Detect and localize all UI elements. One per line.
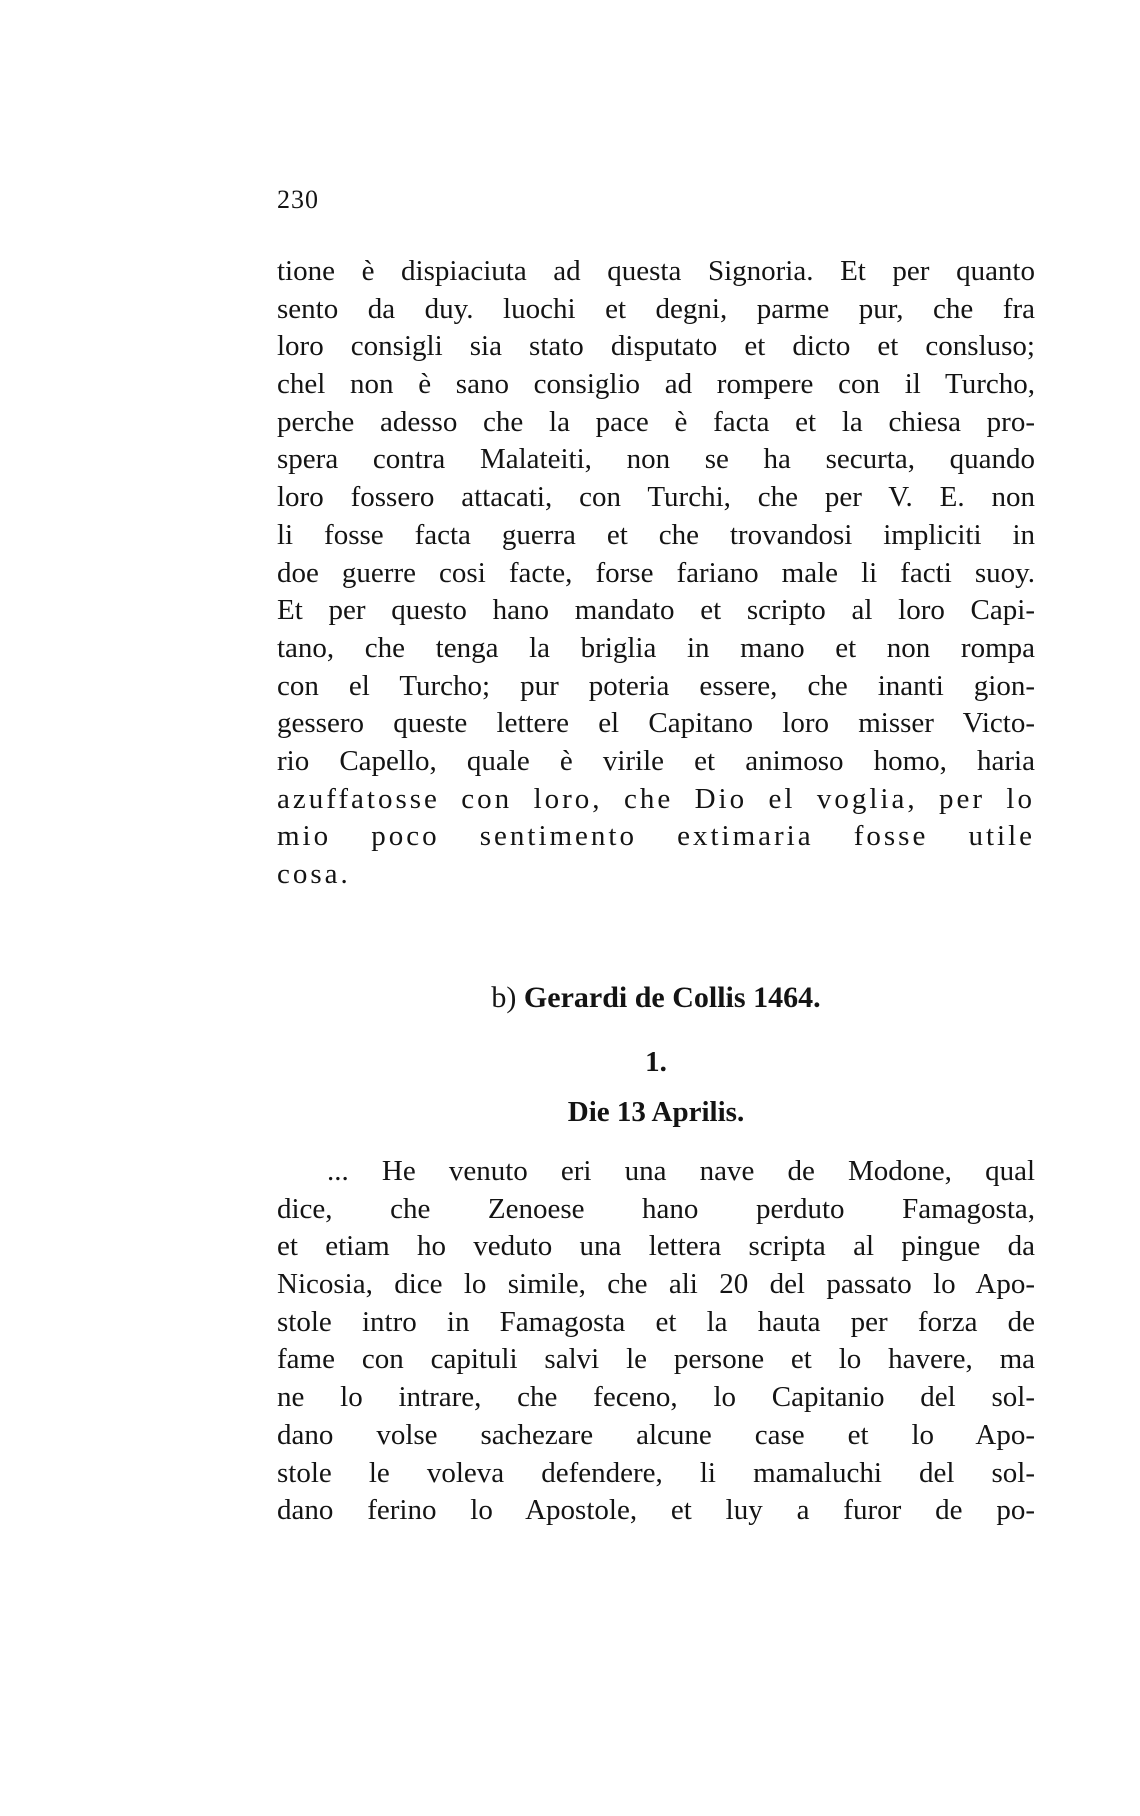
text-line: tano, che tenga la briglia in mano et non rompa	[277, 631, 1035, 664]
text-line: stole le voleva defendere, li mamaluchi del sol-	[277, 1456, 1035, 1489]
text-line: mio poco sentimento extimaria fosse utile	[277, 820, 1035, 853]
text-line: Et per questo hano mandato et scripto al loro Capi-	[277, 594, 1035, 627]
text-line: gessero queste lettere el Capitano loro misser Victo-	[277, 707, 1035, 740]
text-line: fame con capituli salvi le persone et lo havere, ma	[277, 1343, 1035, 1376]
text-line: Nicosia, dice lo simile, che ali 20 del passato lo Apo-	[277, 1268, 1035, 1301]
text-line: stole intro in Famagosta et la hauta per forza de	[277, 1305, 1035, 1338]
text-line: ne lo intrare, che feceno, lo Capitanio del sol-	[277, 1381, 1035, 1414]
text-line: perche adesso che la pace è facta et la chiesa pro-	[277, 405, 1035, 438]
text-line: spera contra Malateiti, non se ha securta, quando	[277, 443, 1035, 476]
text-line: con el Turcho; pur poteria essere, che inanti gion-	[277, 669, 1035, 702]
text-line: cosa.	[277, 858, 351, 890]
text-line: dano ferino lo Apostole, et luy a furor de po-	[277, 1494, 1035, 1527]
text-line: dice, che Zenoese hano perduto Famagosta,	[277, 1192, 1035, 1225]
text-line: loro consigli sia stato disputato et dicto et consluso;	[277, 330, 1035, 363]
document-date: Die 13 Aprilis.	[567, 1096, 745, 1128]
text-line: loro fossero attacati, con Turchi, che per V. E. non	[277, 481, 1035, 514]
section-prefix: b)	[491, 981, 517, 1014]
text-line: li fosse facta guerra et che trovandosi impliciti in	[277, 518, 1035, 551]
text-line: et etiam ho veduto una lettera scripta al pingue da	[277, 1230, 1035, 1263]
section-title: Gerardi de Collis 1464.	[523, 981, 821, 1014]
text-line: rio Capello, quale è virile et animoso homo, haria	[277, 744, 1035, 777]
paragraph-letter-text	[277, 1153, 1035, 1530]
paragraph-continued-letter	[277, 253, 1035, 894]
text-line: doe guerre cosi facte, forse fariano male li facti suoy.	[277, 556, 1035, 589]
text-line: azuffatosse con loro, che Dio el voglia, per lo	[277, 782, 1035, 815]
section-heading	[277, 978, 1035, 1018]
text-line: dano volse sachezare alcune case et lo Apo-	[277, 1418, 1035, 1451]
text-line: tione è dispiaciuta ad questa Signoria. Et per quanto	[277, 255, 1035, 287]
text-line: chel non è sano consiglio ad rompere con il Turcho,	[277, 368, 1035, 401]
document-number: 1.	[645, 1046, 667, 1078]
page-number: 230	[277, 185, 319, 214]
text-line: ... He venuto eri una nave de Modone, qual	[327, 1155, 1035, 1187]
text-line: sento da duy. luochi et degni, parme pur, che fra	[277, 292, 1035, 325]
